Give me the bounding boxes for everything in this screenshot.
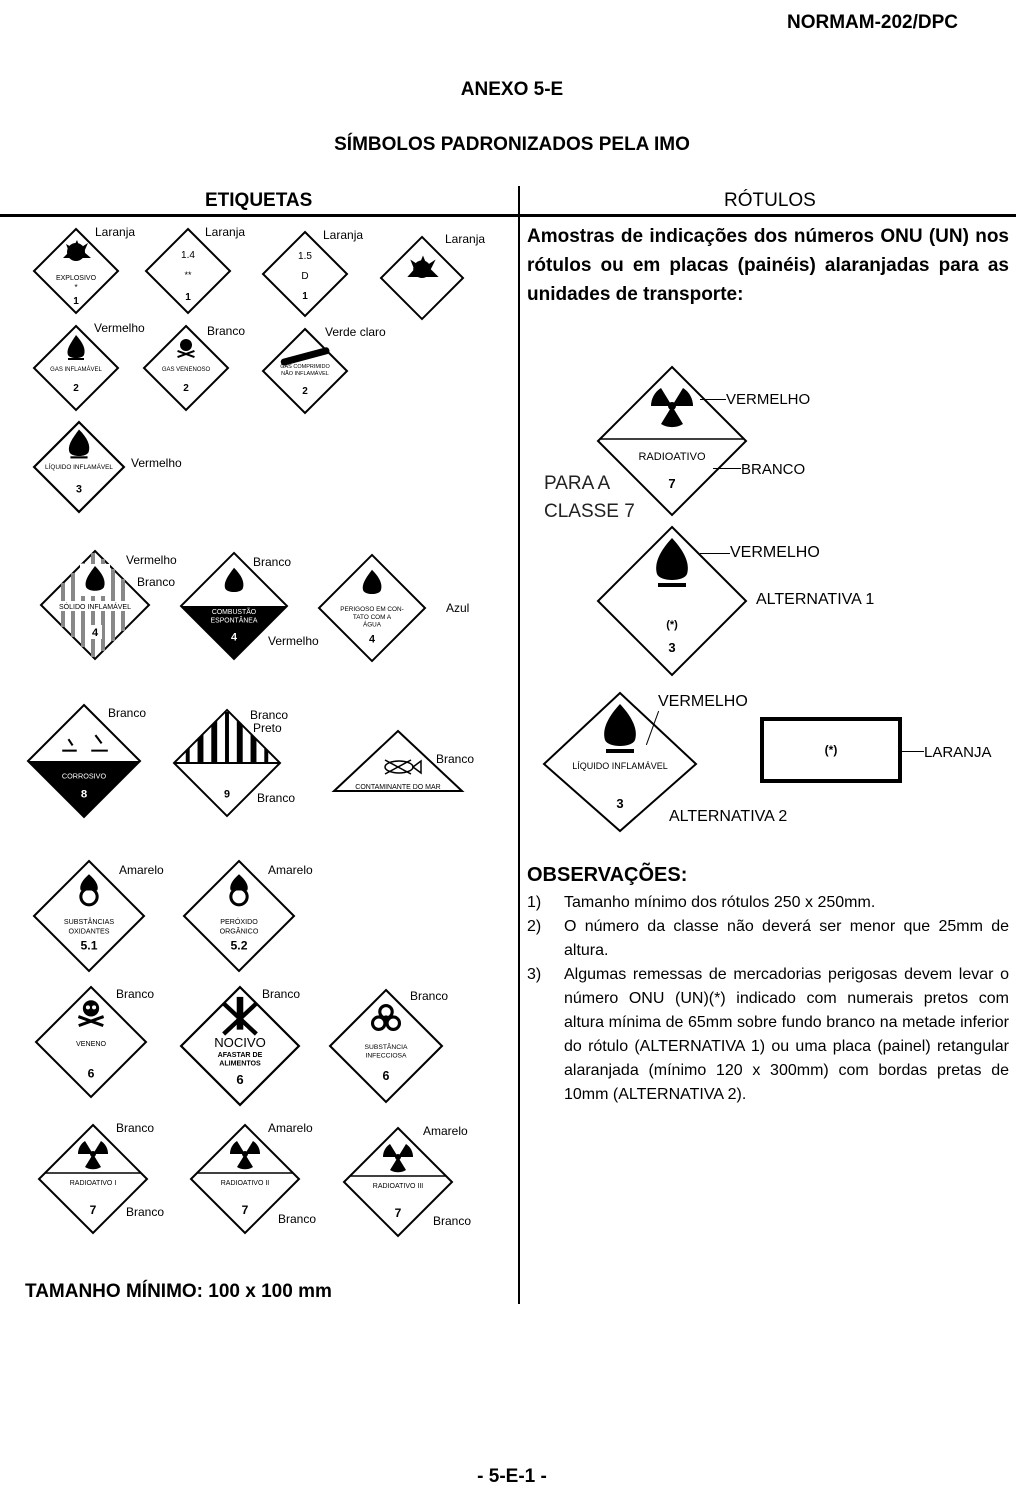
intro-paragraph: Amostras de indicações dos números ONU (UN) nos rótulos ou em placas (painéis) alaranjadas para as unidades de transporte:	[527, 226, 1009, 305]
color-label: Laranja	[205, 225, 246, 239]
color-label: Laranja	[95, 225, 136, 239]
svg-text:7: 7	[89, 1203, 97, 1217]
class-number: 1	[73, 296, 79, 307]
svg-text:3: 3	[668, 640, 676, 655]
color-label: Branco	[126, 1205, 165, 1219]
svg-text:AFASTAR DE: AFASTAR DE	[217, 1050, 263, 1059]
color-label: Preto	[253, 721, 282, 735]
svg-text:TATO COM A: TATO COM A	[352, 613, 392, 621]
svg-text:4: 4	[368, 633, 376, 646]
color-label: Branco	[116, 1121, 155, 1135]
minimum-size-note: TAMANHO MÍNIMO: 100 x 100 mm	[25, 1281, 332, 1302]
svg-text:SUBSTÂNCIAS: SUBSTÂNCIAS	[63, 918, 115, 927]
svg-text:OXIDANTES: OXIDANTES	[68, 927, 110, 936]
svg-text:NÃO INFLAMÁVEL: NÃO INFLAMÁVEL	[281, 371, 329, 377]
observation-item: 3) Algumas remessas de mercadorias perigosas devem levar o número ONU (UN)(*) indicado com numerais pretos com altura mínima de 65mm sobre fundo branco na metade inferior do rótulo (ALTERNATIVA 1) ou uma placa (painel) retangular alaranjada (mínimo 120 x 300mm) com bordas pretas de 10mm (ALTERNATIVA 2).	[527, 966, 1009, 1103]
label-explosivo-1-4	[145, 228, 231, 314]
svg-text:D: D	[301, 271, 309, 282]
color-label: Amarelo	[423, 1124, 468, 1138]
svg-text:4: 4	[230, 631, 238, 644]
column-heading-etiquetas: ETIQUETAS	[205, 190, 313, 211]
label-gas-inflamavel	[33, 325, 119, 411]
color-label: Branco	[262, 987, 301, 1001]
svg-text:4: 4	[91, 627, 99, 639]
label-liquido-inflamavel	[33, 421, 125, 513]
svg-text:5.1: 5.1	[80, 938, 98, 953]
svg-text:**: **	[184, 270, 192, 280]
color-label: Branco	[116, 987, 155, 1001]
svg-text:SÓLIDO INFLAMÁVEL: SÓLIDO INFLAMÁVEL	[59, 604, 131, 611]
svg-text:1.5: 1.5	[298, 251, 312, 262]
observation-item: 1) Tamanho mínimo dos rótulos 250 x 250mm.	[527, 894, 876, 911]
svg-text:GAS VENENOSO: GAS VENENOSO	[161, 367, 211, 373]
svg-text:2: 2	[302, 386, 308, 397]
leader-line	[700, 399, 726, 400]
svg-text:RADIOATIVO I: RADIOATIVO I	[69, 1180, 117, 1187]
svg-text:3: 3	[76, 483, 82, 496]
color-label: Branco	[250, 708, 289, 722]
svg-text:INFECCIOSA: INFECCIOSA	[365, 1052, 407, 1060]
orange-panel	[760, 717, 902, 783]
leader-line	[902, 751, 924, 752]
color-label: Branco	[108, 706, 147, 720]
color-label: Vermelho	[126, 553, 177, 567]
label-explosivo	[33, 228, 119, 314]
column-heading-rotulos: RÓTULOS	[724, 190, 816, 211]
svg-text:NOCIVO: NOCIVO	[214, 1035, 266, 1051]
color-label: BRANCO	[741, 461, 806, 478]
svg-text:ALIMENTOS: ALIMENTOS	[219, 1059, 261, 1068]
document-code: NORMAM-202/DPC	[787, 12, 959, 33]
alternative-2-caption: ALTERNATIVA 2	[669, 808, 788, 825]
label-nocivo	[180, 986, 300, 1106]
leader-line	[713, 468, 741, 469]
page-number: - 5-E-1 -	[477, 1466, 547, 1487]
color-label: Branco	[207, 324, 246, 338]
label-corrosivo	[27, 704, 141, 818]
svg-text:7: 7	[394, 1206, 402, 1220]
color-label: Branco	[436, 752, 475, 766]
observation-item: 2) O número da classe não deverá ser menor que 25mm de altura.	[527, 918, 1009, 959]
svg-text:LÍQUIDO INFLAMÁVEL: LÍQUIDO INFLAMÁVEL	[572, 761, 668, 771]
svg-text:1: 1	[302, 291, 308, 302]
svg-text:PERIGOSO EM CON-: PERIGOSO EM CON-	[340, 605, 404, 613]
svg-text:COMBUSTÃO: COMBUSTÃO	[211, 608, 257, 616]
svg-text:6: 6	[382, 1069, 390, 1084]
rotulo-alternativa-1	[597, 526, 747, 676]
svg-text:ÁGUA: ÁGUA	[362, 621, 382, 629]
svg-text:ORGÂNICO: ORGÂNICO	[219, 927, 259, 936]
left-heading-rule	[0, 214, 518, 217]
svg-text:2: 2	[73, 383, 79, 394]
color-label: Vermelho	[131, 456, 182, 470]
svg-text:5.2: 5.2	[230, 938, 248, 953]
color-label: VERMELHO	[726, 391, 811, 408]
svg-text:ESPONTÂNEA: ESPONTÂNEA	[210, 617, 258, 625]
svg-text:*: *	[74, 283, 78, 292]
color-label: Branco	[278, 1212, 317, 1226]
svg-text:9: 9	[223, 788, 231, 801]
color-label: Verde claro	[325, 325, 386, 339]
svg-text:GAS INFLAMÁVEL: GAS INFLAMÁVEL	[50, 367, 102, 373]
color-label: Amarelo	[268, 863, 313, 877]
svg-text:LÍQUIDO INFLAMÁVEL: LÍQUIDO INFLAMÁVEL	[45, 464, 113, 472]
label-perigoso-agua	[318, 554, 426, 662]
svg-text:CORROSIVO: CORROSIVO	[61, 771, 107, 781]
svg-text:8: 8	[80, 788, 88, 801]
svg-text:RADIOATIVO: RADIOATIVO	[638, 451, 706, 463]
color-label: Branco	[137, 575, 176, 589]
annex-title: ANEXO 5-E	[460, 79, 564, 100]
label-explosivo-sem-texto	[380, 236, 464, 320]
svg-text:7: 7	[668, 476, 676, 491]
color-label: Branco	[253, 555, 292, 569]
column-divider	[518, 186, 520, 1304]
svg-text:GAS COMPRIMIDO: GAS COMPRIMIDO	[280, 364, 330, 370]
svg-text:SUBSTÂNCIA: SUBSTÂNCIA	[364, 1044, 408, 1052]
color-label: Branco	[433, 1214, 472, 1228]
svg-text:1: 1	[185, 292, 191, 303]
color-label: Vermelho	[94, 321, 145, 335]
label-explosivo-1-5	[262, 231, 348, 317]
svg-text:RADIOATIVO II: RADIOATIVO II	[220, 1180, 270, 1187]
svg-text:1.4: 1.4	[181, 250, 195, 261]
svg-text:(*): (*)	[666, 619, 678, 631]
color-label: Branco	[257, 791, 296, 805]
svg-text:6: 6	[236, 1072, 244, 1088]
alternative-1-caption: ALTERNATIVA 1	[756, 591, 875, 608]
label-veneno	[35, 986, 147, 1098]
color-label: Vermelho	[268, 634, 319, 648]
leader-line	[700, 553, 730, 554]
label-text: EXPLOSIVO	[55, 275, 97, 282]
svg-text:RADIOATIVO III: RADIOATIVO III	[372, 1183, 424, 1190]
color-label: Branco	[410, 989, 449, 1003]
svg-text:2: 2	[183, 383, 189, 394]
color-label: Azul	[446, 601, 470, 615]
color-label: LARANJA	[924, 744, 992, 761]
color-label: VERMELHO	[730, 544, 820, 561]
svg-text:CONTAMINANTE DO MAR: CONTAMINANTE DO MAR	[355, 784, 441, 791]
color-label: Laranja	[323, 228, 364, 242]
color-label: VERMELHO	[658, 693, 748, 710]
observations-title: OBSERVAÇÕES:	[527, 864, 688, 886]
panel-un-mark: (*)	[824, 743, 838, 757]
svg-text:VENENO: VENENO	[75, 1040, 107, 1049]
label-gas-comprimido	[262, 328, 348, 414]
page-title: SÍMBOLOS PADRONIZADOS PELA IMO	[334, 134, 690, 155]
svg-text:6: 6	[87, 1066, 95, 1081]
svg-text:PERÓXIDO: PERÓXIDO	[220, 918, 258, 927]
right-heading-rule	[520, 214, 1016, 217]
color-label: Amarelo	[119, 863, 164, 877]
svg-text:7: 7	[241, 1203, 249, 1217]
color-label: Laranja	[445, 232, 486, 246]
label-infecciosa	[329, 989, 443, 1103]
class7-caption: PARA A CLASSE 7	[544, 473, 635, 522]
color-label: Amarelo	[268, 1121, 313, 1135]
svg-text:3: 3	[616, 796, 624, 811]
